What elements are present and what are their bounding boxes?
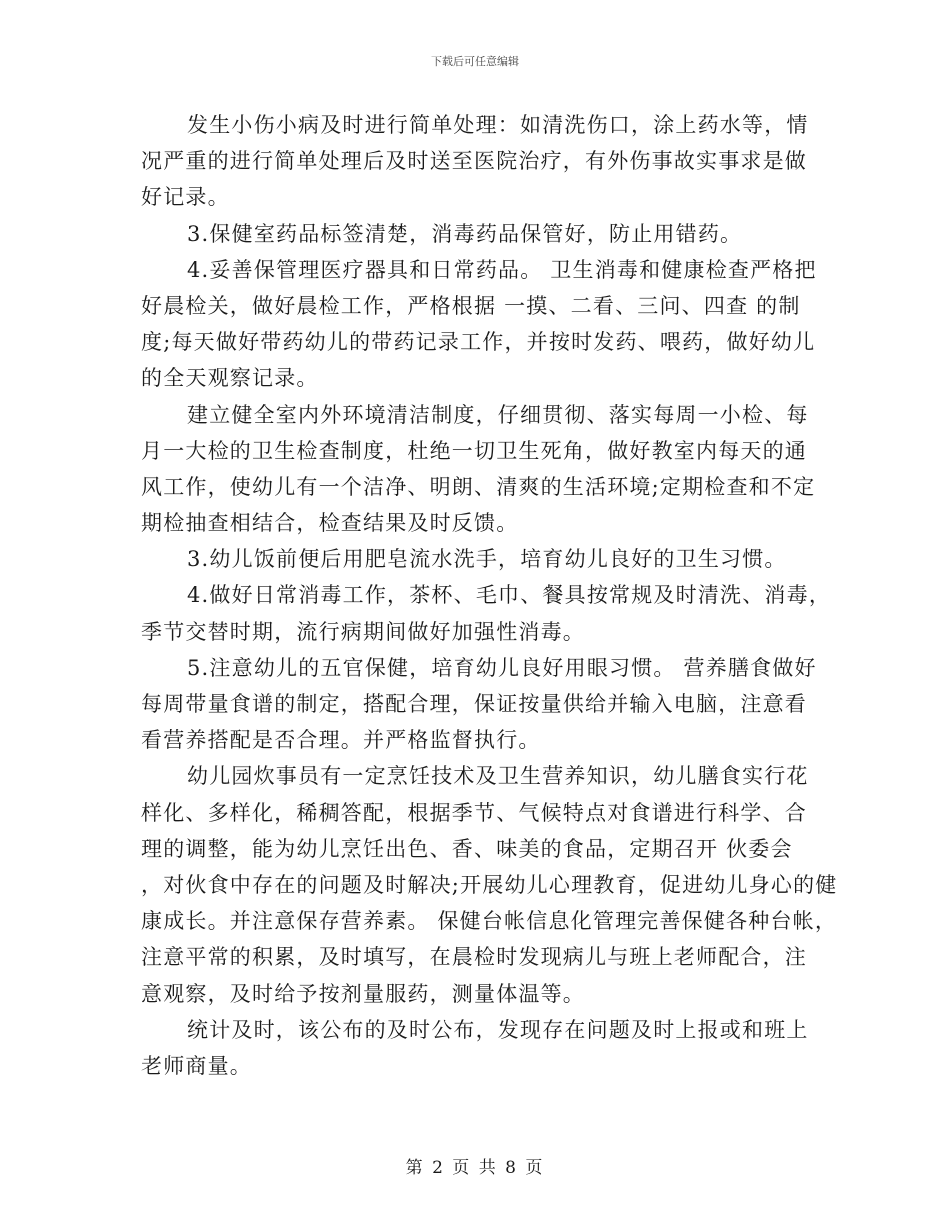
text-line: 统计及时，该公布的及时公布，发现存在问题及时上报或和班上 [187, 1017, 809, 1042]
text-line: 风工作，使幼儿有一个洁净、明朗、清爽的生活环境;定期检查和不定 [141, 474, 816, 499]
text-line: 建立健全室内外环境清洁制度，仔细贯彻、落实每周一小检、每 [187, 402, 809, 427]
text-line: 每周带量食谱的制定，搭配合理，保证按量供给并输入电脑，注意看 [141, 692, 807, 716]
text-line: 样化、多样化，稀稠答配，根据季节、气候特点对食谱进行科学、合 [141, 800, 807, 825]
text-line: 的全天观察记录。 [141, 366, 319, 391]
text-line: 期检抽查相结合，检查结果及时反馈。 [141, 511, 519, 536]
text-line: 4.做好日常消毒工作，茶杯、毛巾、餐具按常规及时清洗、消毒， [187, 583, 832, 608]
text-line: 季节交替时期，流行病期间做好加强性消毒。 [141, 619, 585, 644]
page-header: 下载后可任意编辑 [431, 55, 519, 68]
text-line: 况严重的进行简单处理后及时送至医院治疗，有外伤事故实事求是做 [141, 149, 807, 174]
text-line: 幼儿园炊事员有一定烹饪技术及卫生营养知识，幼儿膳食实行花 [187, 764, 809, 789]
text-line: 注意平常的积累，及时填写，在晨检时发现病儿与班上老师配合，注 [141, 945, 807, 970]
text-line: 老师商量。 [141, 1053, 252, 1078]
text-line: 4.妥善保管理医疗器具和日常药品。 卫生消毒和健康检查严格把 [187, 257, 817, 282]
text-line: 发生小伤小病及时进行简单处理：如清洗伤口，涂上药水等，情 [187, 113, 809, 137]
text-line: 看营养搭配是否合理。并严格监督执行。 [141, 728, 541, 753]
text-line: 5.注意幼儿的五官保健，培育幼儿良好用眼习惯。 营养膳食做好 [187, 655, 817, 680]
page-footer: 第 2 页 共 8 页 [405, 1158, 545, 1178]
document-body [141, 107, 838, 1084]
text-line: 好记录。 [141, 185, 230, 210]
text-line: 理的调整，能为幼儿烹饪出色、香、味美的食品，定期召开 伙委会 [141, 836, 793, 861]
text-line: ，对伙食中存在的问题及时解决;开展幼儿心理教育，促进幼儿身心的健 [141, 872, 838, 897]
text-line: 月一大检的卫生检查制度，杜绝一切卫生死角，做好教室内每天的通 [141, 438, 807, 463]
text-line: 意观察，及时给予按剂量服药，测量体温等。 [141, 981, 585, 1006]
text-line: 康成长。并注意保存营养素。 保健台帐信息化管理完善保健各种台帐， [141, 909, 838, 934]
text-line: 好晨检关，做好晨检工作，严格根据 一摸、二看、三问、四查 的制 [141, 293, 801, 318]
text-line: 3.幼儿饭前便后用肥皂流水洗手，培育幼儿良好的卫生习惯。 [187, 547, 787, 572]
text-line: 度;每天做好带药幼儿的带药记录工作，并按时发药、喂药，做好幼儿 [141, 330, 816, 355]
text-line: 3.保健室药品标签清楚，消毒药品保管好，防止用错药。 [187, 221, 743, 246]
